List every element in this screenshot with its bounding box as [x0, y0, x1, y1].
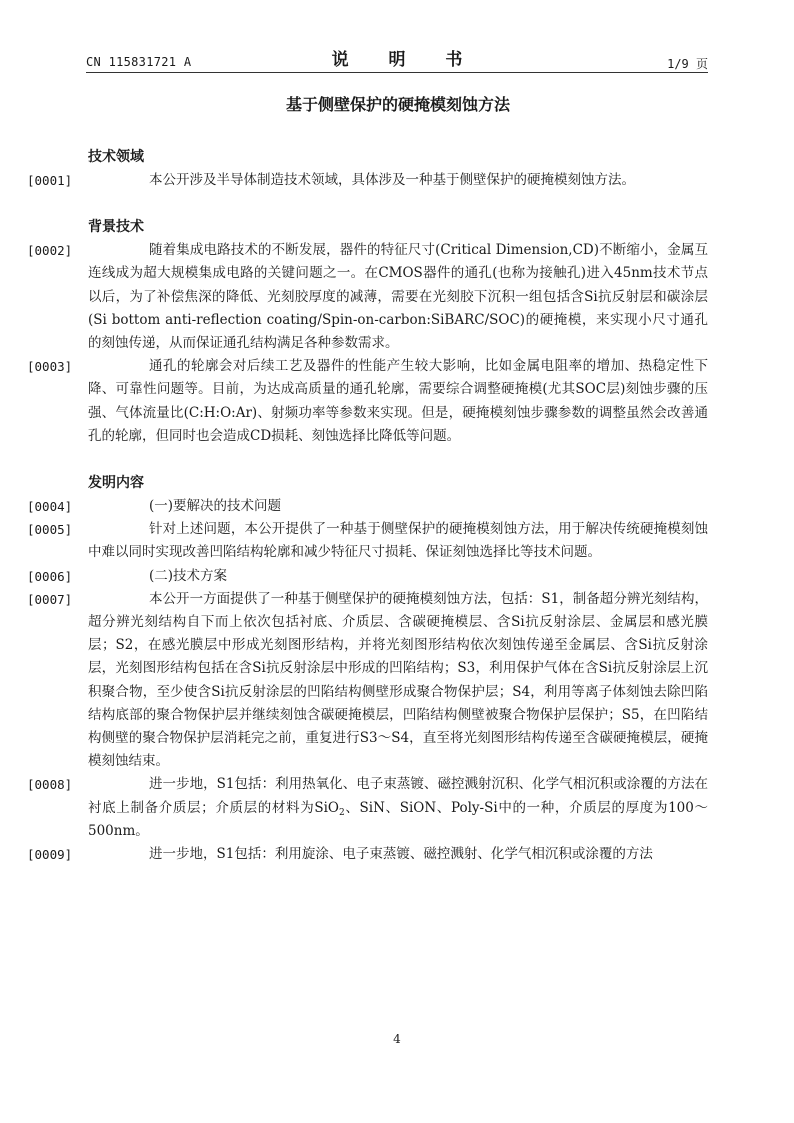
- paragraph-text-b: 、SiN、SiON、Poly-Si中的一种，介质层的厚度为100～500nm。: [88, 799, 709, 839]
- paragraph-0006: [27, 565, 708, 588]
- paragraph-text: 进一步地，S1包括：利用旋涂、电子束蒸镀、磁控溅射、化学气相沉积或涂覆的方法: [149, 846, 653, 863]
- paragraph-0004: [27, 495, 708, 518]
- paragraph-0009: [27, 843, 708, 866]
- section-heading-tech-field: 技术领域: [88, 149, 144, 165]
- paragraph-number: [0008]: [27, 777, 73, 793]
- paragraph-number: [0003]: [27, 359, 73, 375]
- subscript-2: 2: [339, 807, 345, 818]
- paragraph-number: [0005]: [27, 522, 73, 538]
- paragraph-0007: [27, 588, 708, 774]
- paragraph-number: [0004]: [27, 499, 73, 515]
- paragraph-number: [0007]: [27, 591, 73, 607]
- paragraph-text: 针对上述问题，本公开提供了一种基于侧壁保护的硬掩模刻蚀方法，用于解决传统硬掩模刻蚀中难以同时实现改善凹陷结构轮廓和减少特征尺寸损耗、保证刻蚀选择比等技术问题。: [88, 521, 708, 561]
- paragraph-text: 本公开涉及半导体制造技术领域，具体涉及一种基于侧壁保护的硬掩模刻蚀方法。: [149, 172, 635, 188]
- paragraph-text: 随着集成电路技术的不断发展，器件的特征尺寸(Critical Dimension,CD)不断缩小，金属互连线成为超大规模集成电路的关键问题之一。在CMOS器件的通孔(也称为接触孔)进入45nm技术节点以后，为了补偿焦深的降低、光刻胶厚度的减薄，需要在光刻胶下沉积一组包括含Si抗反射层和碳涂层(Si bottom anti-reflection coating/Spin-on-carbon:SiBARC/SOC)的硬掩模，来实现小尺寸通孔的刻蚀传递，从而保证通孔结构满足各种参数需求。: [88, 242, 708, 352]
- paragraph-text: 通孔的轮廓会对后续工艺及器件的性能产生较大影响，比如金属电阻率的增加、热稳定性下降、可靠性问题等。目前，为达成高质量的通孔轮廓，需要综合调整硬掩模(尤其SOC层)刻蚀步骤的压强、气体流量比(C:H:O:Ar)、射频功率等参数来实现。但是，硬掩模刻蚀步骤参数的调整虽然会改善通孔的轮廓，但同时也会造成CD损耗、刻蚀选择比降低等问题。: [88, 358, 708, 444]
- header-rule: [86, 72, 708, 73]
- page-header: [86, 44, 708, 72]
- paragraph-number: [0006]: [27, 568, 73, 584]
- paragraph-text: 本公开一方面提供了一种基于侧壁保护的硬掩模刻蚀方法，包括：S1，制备超分辨光刻结构，超分辨光刻结构自下而上依次包括衬底、介质层、含碳硬掩模层、含Si抗反射涂层、金属层和感光膜层；S2，在感光膜层中形成光刻图形结构，并将光刻图形结构依次刻蚀传递至金属层、含Si抗反射涂层，光刻图形结构包括在含Si抗反射涂层中形成的凹陷结构；S3，利用保护气体在含Si抗反射涂层上沉积聚合物，至少使含Si抗反射涂层的凹陷结构侧壁形成聚合物保护层；S4，利用等离子体刻蚀去除凹陷结构底部的聚合物保护层并继续刻蚀含碳硬掩模层，凹陷结构侧壁被聚合物保护层保护；S5，在凹陷结构侧壁的聚合物保护层消耗完之前，重复进行S3～S4，直至将光刻图形结构传递至含碳硬掩模层，硬掩模刻蚀结束。: [88, 590, 708, 770]
- section-heading-invention: 发明内容: [88, 475, 144, 492]
- section-heading-background: 背景技术: [88, 219, 144, 236]
- paragraph-text: (二)技术方案: [149, 567, 228, 584]
- document-body: [27, 92, 709, 866]
- paragraph-0001: [27, 169, 708, 192]
- patent-number: CN 115831721 A: [86, 55, 192, 69]
- paragraph-0008: [27, 773, 709, 843]
- document-title: 基于侧壁保护的硬掩模刻蚀方法: [285, 95, 510, 114]
- page-of-total: 1/9 页: [667, 57, 708, 71]
- paragraph-number: [0002]: [27, 243, 73, 259]
- paragraph-number: [0001]: [27, 173, 73, 188]
- paragraph-0003: [27, 355, 708, 448]
- page-number: 4: [393, 1032, 401, 1046]
- document-type: 说 明 书: [331, 50, 480, 70]
- paragraph-0005: [27, 518, 708, 564]
- paragraph-text-a: 进一步地，S1包括：利用热氧化、电子束蒸镀、磁控溅射沉积、化学气相沉积或涂覆的方法在衬底上制备介质层；介质层的材料为SiO: [88, 776, 708, 816]
- paragraph-number: [0009]: [27, 847, 73, 863]
- paragraph-0002: [27, 239, 708, 355]
- paragraph-text: (一)要解决的技术问题: [149, 498, 282, 515]
